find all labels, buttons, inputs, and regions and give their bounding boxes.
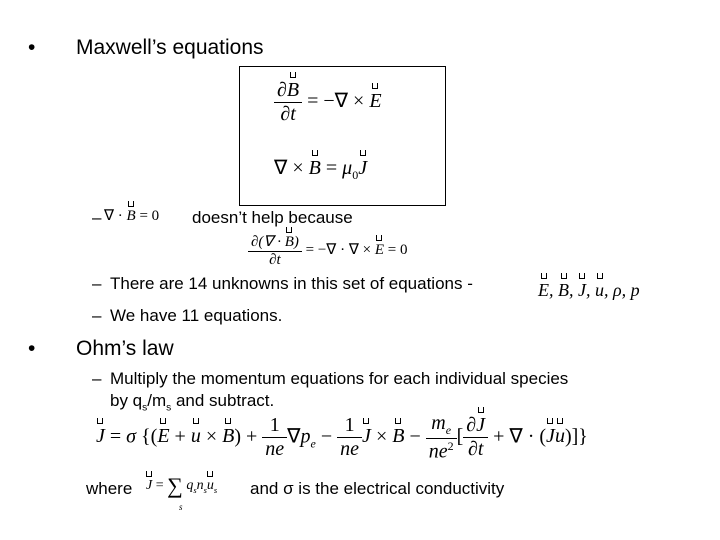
multiply-text-line2: by $q_s/m_s$ and subtract. <box>110 391 275 414</box>
div-b-text: doesn’t help because <box>192 208 353 227</box>
dash-2: – <box>92 274 102 293</box>
unknowns-text: There are 14 unknowns in this set of equations - <box>110 274 473 293</box>
where-tail-text: and σ is the electrical conductivity <box>250 479 505 498</box>
faraday-equation: $\frac{\partial B}{\partial t}$ = −∇ × E <box>274 79 382 126</box>
multiply-text-line1: Multiply the momentum equations for each individual species <box>110 369 569 388</box>
dash-1: – <box>92 208 102 227</box>
div-b-equation: ∇ · B = 0 <box>104 208 160 224</box>
where-label: where <box>86 479 133 498</box>
maxwell-heading: Maxwell’s equations <box>76 36 264 59</box>
unknowns-variables: E, B, J, u, ρ, p <box>538 280 640 300</box>
summation-index: s <box>179 502 183 512</box>
maxwell-equation-box <box>239 66 446 206</box>
ohm-heading: Ohm’s law <box>76 337 174 360</box>
bullet-dot: • <box>28 36 36 59</box>
ampere-equation: ∇ × $B = \mu_0J$ <box>274 157 368 182</box>
dash-3: – <box>92 306 102 325</box>
div-b-derivative-equation: $\frac{\partial(\nabla \cdot B)}{\partial t}$ = −∇ · ∇ × E = 0 <box>248 232 407 269</box>
dash-4: – <box>92 369 102 388</box>
equation-count-text: We have 11 equations. <box>110 306 283 325</box>
bullet-dot: • <box>28 337 36 360</box>
current-density-definition: J = ∑ $q_sn_su_s$ <box>146 473 218 498</box>
ohms-law-equation: J = σ {(E + u × B) + $\frac{1}{ne}$ $\nabla p_e$ − $\frac{1}{ne}$ J × B − $\frac{m_e}{ne^2}$ [ $\frac{\partial J}{\partial t}$ + ∇ · (Ju)]} <box>96 412 588 463</box>
